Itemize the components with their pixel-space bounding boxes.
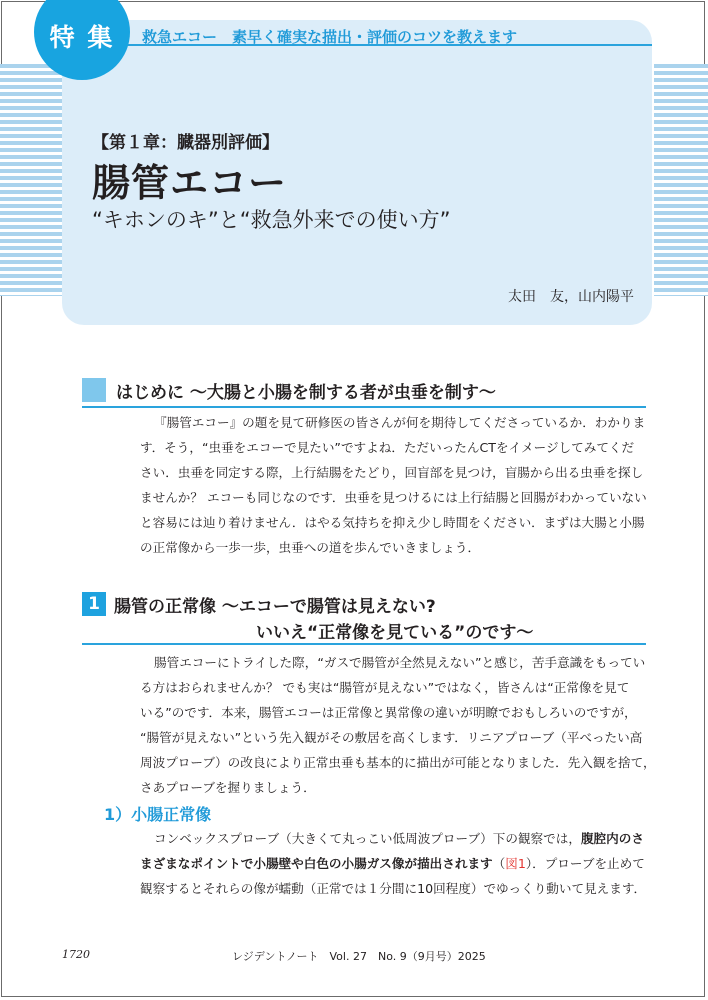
figure-reference-link[interactable]: 図1 [505, 856, 526, 871]
text-line: 周波プローブ）の改良により正常虫垂も基本的に描出が可能となりました．先入観を捨て， [140, 755, 656, 770]
emphasis-text: 腹腔内のさ [580, 831, 644, 846]
subsection-heading: 1）小腸正常像 [104, 805, 212, 824]
intro-heading-rule [82, 406, 646, 408]
chapter-label: 【第１章：臓器別評価】 [92, 133, 279, 153]
text-line: 腸管エコーにトライした際，“ガスで腸管が全然見えない”と感じ，苦手意識をもってい [154, 655, 646, 670]
text-line: 観察するとそれらの像が蠕動（正常では１分間に10回程度）でゆっくり動いて見えます． [140, 881, 647, 896]
text-line: る方はおられませんか？ でも実は“腸管が見えない”ではなく，皆さんは“正常像を見て [140, 680, 630, 695]
text-line: と容易には辿り着けません．はやる気持ちを抑え少し時間をください．まずは大腸と小腸 [140, 515, 645, 530]
intro-paragraph [140, 410, 647, 560]
text-line: ませんか？ エコーも同じなのです．虫垂を見つけるには上行結腸と回腸がわかっていない [140, 490, 647, 505]
text-line: の正常像から一歩一歩，虫垂への道を歩んでいきましょう． [140, 540, 481, 555]
subsection-paragraph [140, 826, 646, 901]
authors: 太田 友，山内陽平 [508, 289, 634, 305]
section-square-icon [82, 378, 106, 402]
section1-heading-line1: 腸管の正常像 ～エコーで腸管は見えない? [114, 597, 436, 617]
text-span: コンベックスプローブ（大きくて丸っこい低周波プローブ）下の観察では， [154, 831, 581, 846]
decorative-stripes-right [654, 64, 708, 296]
text-line [140, 851, 646, 876]
page-number: 1720 [62, 948, 90, 961]
section-number-badge: 1 [82, 592, 106, 616]
text-line: “腸管が見えない”という先入観がその敷居を高くします．リニアプローブ（平べったい高 [140, 730, 643, 745]
article-title: 腸管エコー [92, 161, 288, 205]
section1-paragraph [140, 650, 656, 800]
intro-heading: はじめに ～大腸と小腸を制する者が虫垂を制す～ [116, 383, 496, 403]
article-subtitle: “キホンのキ”と“救急外来での使い方” [92, 208, 451, 232]
text-line: さあプローブを握りましょう． [140, 780, 316, 795]
emphasis-text: まざまなポイントで小腸壁や白色の小腸ガス像が描出されます [140, 856, 493, 871]
feature-title: 救急エコー 素早く確実な描出・評価のコツを教えます [142, 28, 518, 46]
text-line: す．そう，“虫垂をエコーで見たい”ですよね．ただいったんCTをイメージしてみてくだ [140, 440, 635, 455]
text-span: ）．プローブを止めて [525, 856, 645, 871]
text-span: （ [492, 856, 506, 871]
journal-footer: レジデントノート Vol. 27 No. 9（9月号）2025 [232, 950, 486, 963]
text-line: いる”のです．本来，腸管エコーは正常像と異常像の違いが明瞭でおもしろいのですが， [140, 705, 637, 720]
section1-heading-line2: いいえ“正常像を見ている”のです～ [256, 623, 534, 643]
feature-badge-label: 特 集 [49, 23, 115, 52]
text-line: さい．虫垂を同定する際，上行結腸をたどり，回盲部を見つけ，盲腸から出る虫垂を探し [140, 465, 644, 480]
text-line: 『腸管エコー』の題を見て研修医の皆さんが何を期待してくださっているか．わかりま [154, 415, 646, 430]
text-line [140, 826, 646, 851]
section1-heading-rule [82, 643, 646, 645]
